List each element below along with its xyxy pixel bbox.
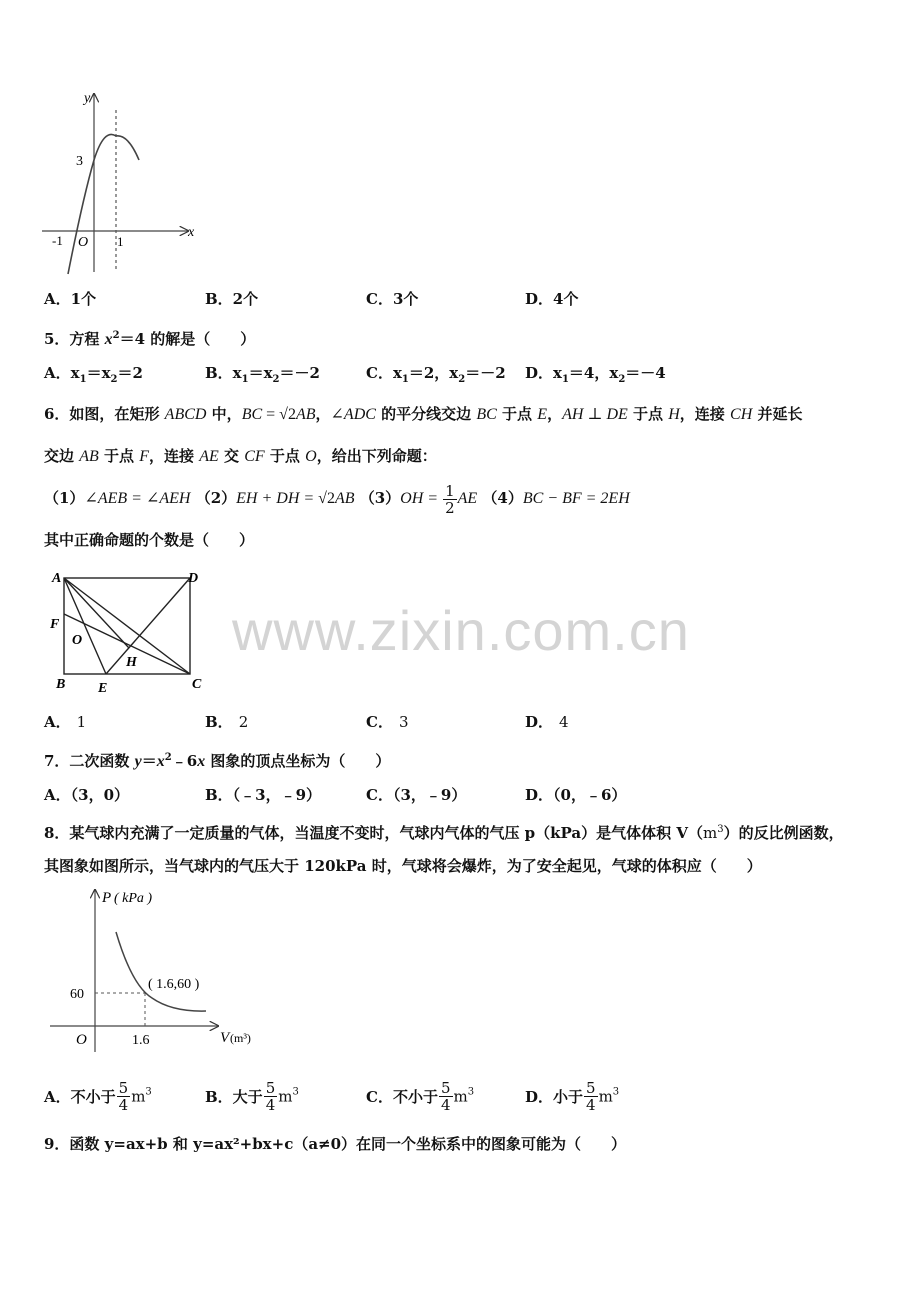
label-v: V: [220, 1030, 230, 1046]
watermark: www.zixin.com.cn: [232, 599, 690, 662]
label-neg1: -1: [52, 233, 63, 248]
q5-option-d[interactable]: D．$x_1=4$，$x_2=-4$: [525, 364, 666, 385]
q7-option-a[interactable]: A．（3，0）: [44, 786, 130, 804]
q4-option-c[interactable]: C．3个: [366, 290, 419, 308]
q8-line2: 其图象如图所示，当气球内的气压大于 120kPa 时，气球将会爆炸，为了安全起见，气球的体积应（ ）: [44, 857, 762, 875]
q7-option-c[interactable]: C．（3，﹣9）: [366, 786, 467, 804]
q7-option-d[interactable]: D．（0，﹣6）: [525, 786, 627, 804]
q4-option-d[interactable]: D．4个: [525, 290, 579, 308]
q5-option-a[interactable]: A．$x_1=x_2=2$: [44, 364, 143, 385]
label-D: D: [188, 571, 199, 586]
label-F: F: [50, 617, 60, 632]
q6-question: 其中正确命题的个数是（ ）: [44, 531, 255, 549]
label-60: 60: [70, 987, 84, 1002]
hyperbola-curve: [116, 932, 206, 1011]
q8-option-d[interactable]: D．小于 $\frac{5}{4}$ $m^3$: [525, 1079, 620, 1114]
q8-option-a[interactable]: A．不小于 $\frac{5}{4}$ $m^3$: [44, 1079, 152, 1114]
q9-stem: 9．函数 y=ax+b 和 y=ax²+bx+c（a≠0）在同一个坐标系中的图象可能为（ ）: [44, 1135, 627, 1153]
q7-option-b[interactable]: B．（﹣3，﹣9）: [205, 786, 322, 804]
label-B: B: [56, 677, 66, 692]
q8-line1: 8．某气球内充满了一定质量的气体，当温度不变时，气球内气体的气压 p（kPa）是气体体积 $V(m^3)$的反比例函数，: [44, 824, 844, 842]
q4-option-a[interactable]: A．1个: [44, 290, 97, 308]
label-y: y: [84, 91, 91, 106]
parabola-figure: [38, 88, 200, 278]
q6-option-b[interactable]: B． 2: [205, 713, 249, 731]
label-m3: (m³): [230, 1031, 251, 1045]
label-1: 1: [117, 234, 124, 249]
inverse-function-figure: [50, 884, 280, 1056]
label-o: O: [76, 1032, 87, 1048]
q4-option-b[interactable]: B．2个: [205, 290, 259, 308]
label-H: H: [126, 655, 137, 670]
q8-option-b[interactable]: B．大于 $\frac{5}{4}$ $m^3$: [205, 1079, 299, 1114]
q6-line1: 6．如图，在矩形 ABCD 中，BC = √2AB，∠ADC 的平分线交边 BC 于点 E，AH ⊥ DE 于点 H，连接 CH 并延长: [44, 405, 803, 423]
rectangle-figure: [44, 566, 216, 696]
label-3: 3: [76, 154, 83, 169]
label-kpa: ( kPa ): [114, 891, 153, 906]
q6-propositions: （1）∠AEB = ∠AEH （2）EH + DH = √2AB （3）OH = $\frac{1}{2}$ AE （4）BC − BF = 2EH: [44, 481, 630, 517]
q5-option-c[interactable]: C．$x_1=2$，$x_2=-2$: [366, 364, 506, 385]
label-point: ( 1.6,60 ): [148, 977, 200, 992]
q6-option-d[interactable]: D． 4: [525, 713, 569, 731]
q6-option-c[interactable]: C． 3: [366, 713, 409, 731]
label-C: C: [192, 677, 202, 692]
label-o: O: [78, 235, 89, 250]
label-A: A: [52, 571, 62, 586]
q8-option-c[interactable]: C．不小于 $\frac{5}{4}$ $m^3$: [366, 1079, 475, 1114]
label-x: x: [188, 225, 195, 240]
q7-stem: 7．二次函数 $y=x^2﹣6x$ 图象的顶点坐标为（ ）: [44, 752, 391, 770]
label-1-6: 1.6: [132, 1033, 150, 1048]
label-E: E: [98, 681, 108, 696]
label-p: P: [102, 890, 112, 906]
q6-option-a[interactable]: A． 1: [44, 713, 87, 731]
q6-line2: 交边 AB 于点 F，连接 AE 交 CF 于点 O，给出下列命题：: [44, 447, 437, 465]
q5-option-b[interactable]: B．$x_1=x_2=-2$: [205, 364, 320, 385]
q5-stem: 5．方程 $x^2=4$ 的解是（ ）: [44, 330, 256, 348]
label-O: O: [72, 633, 83, 648]
